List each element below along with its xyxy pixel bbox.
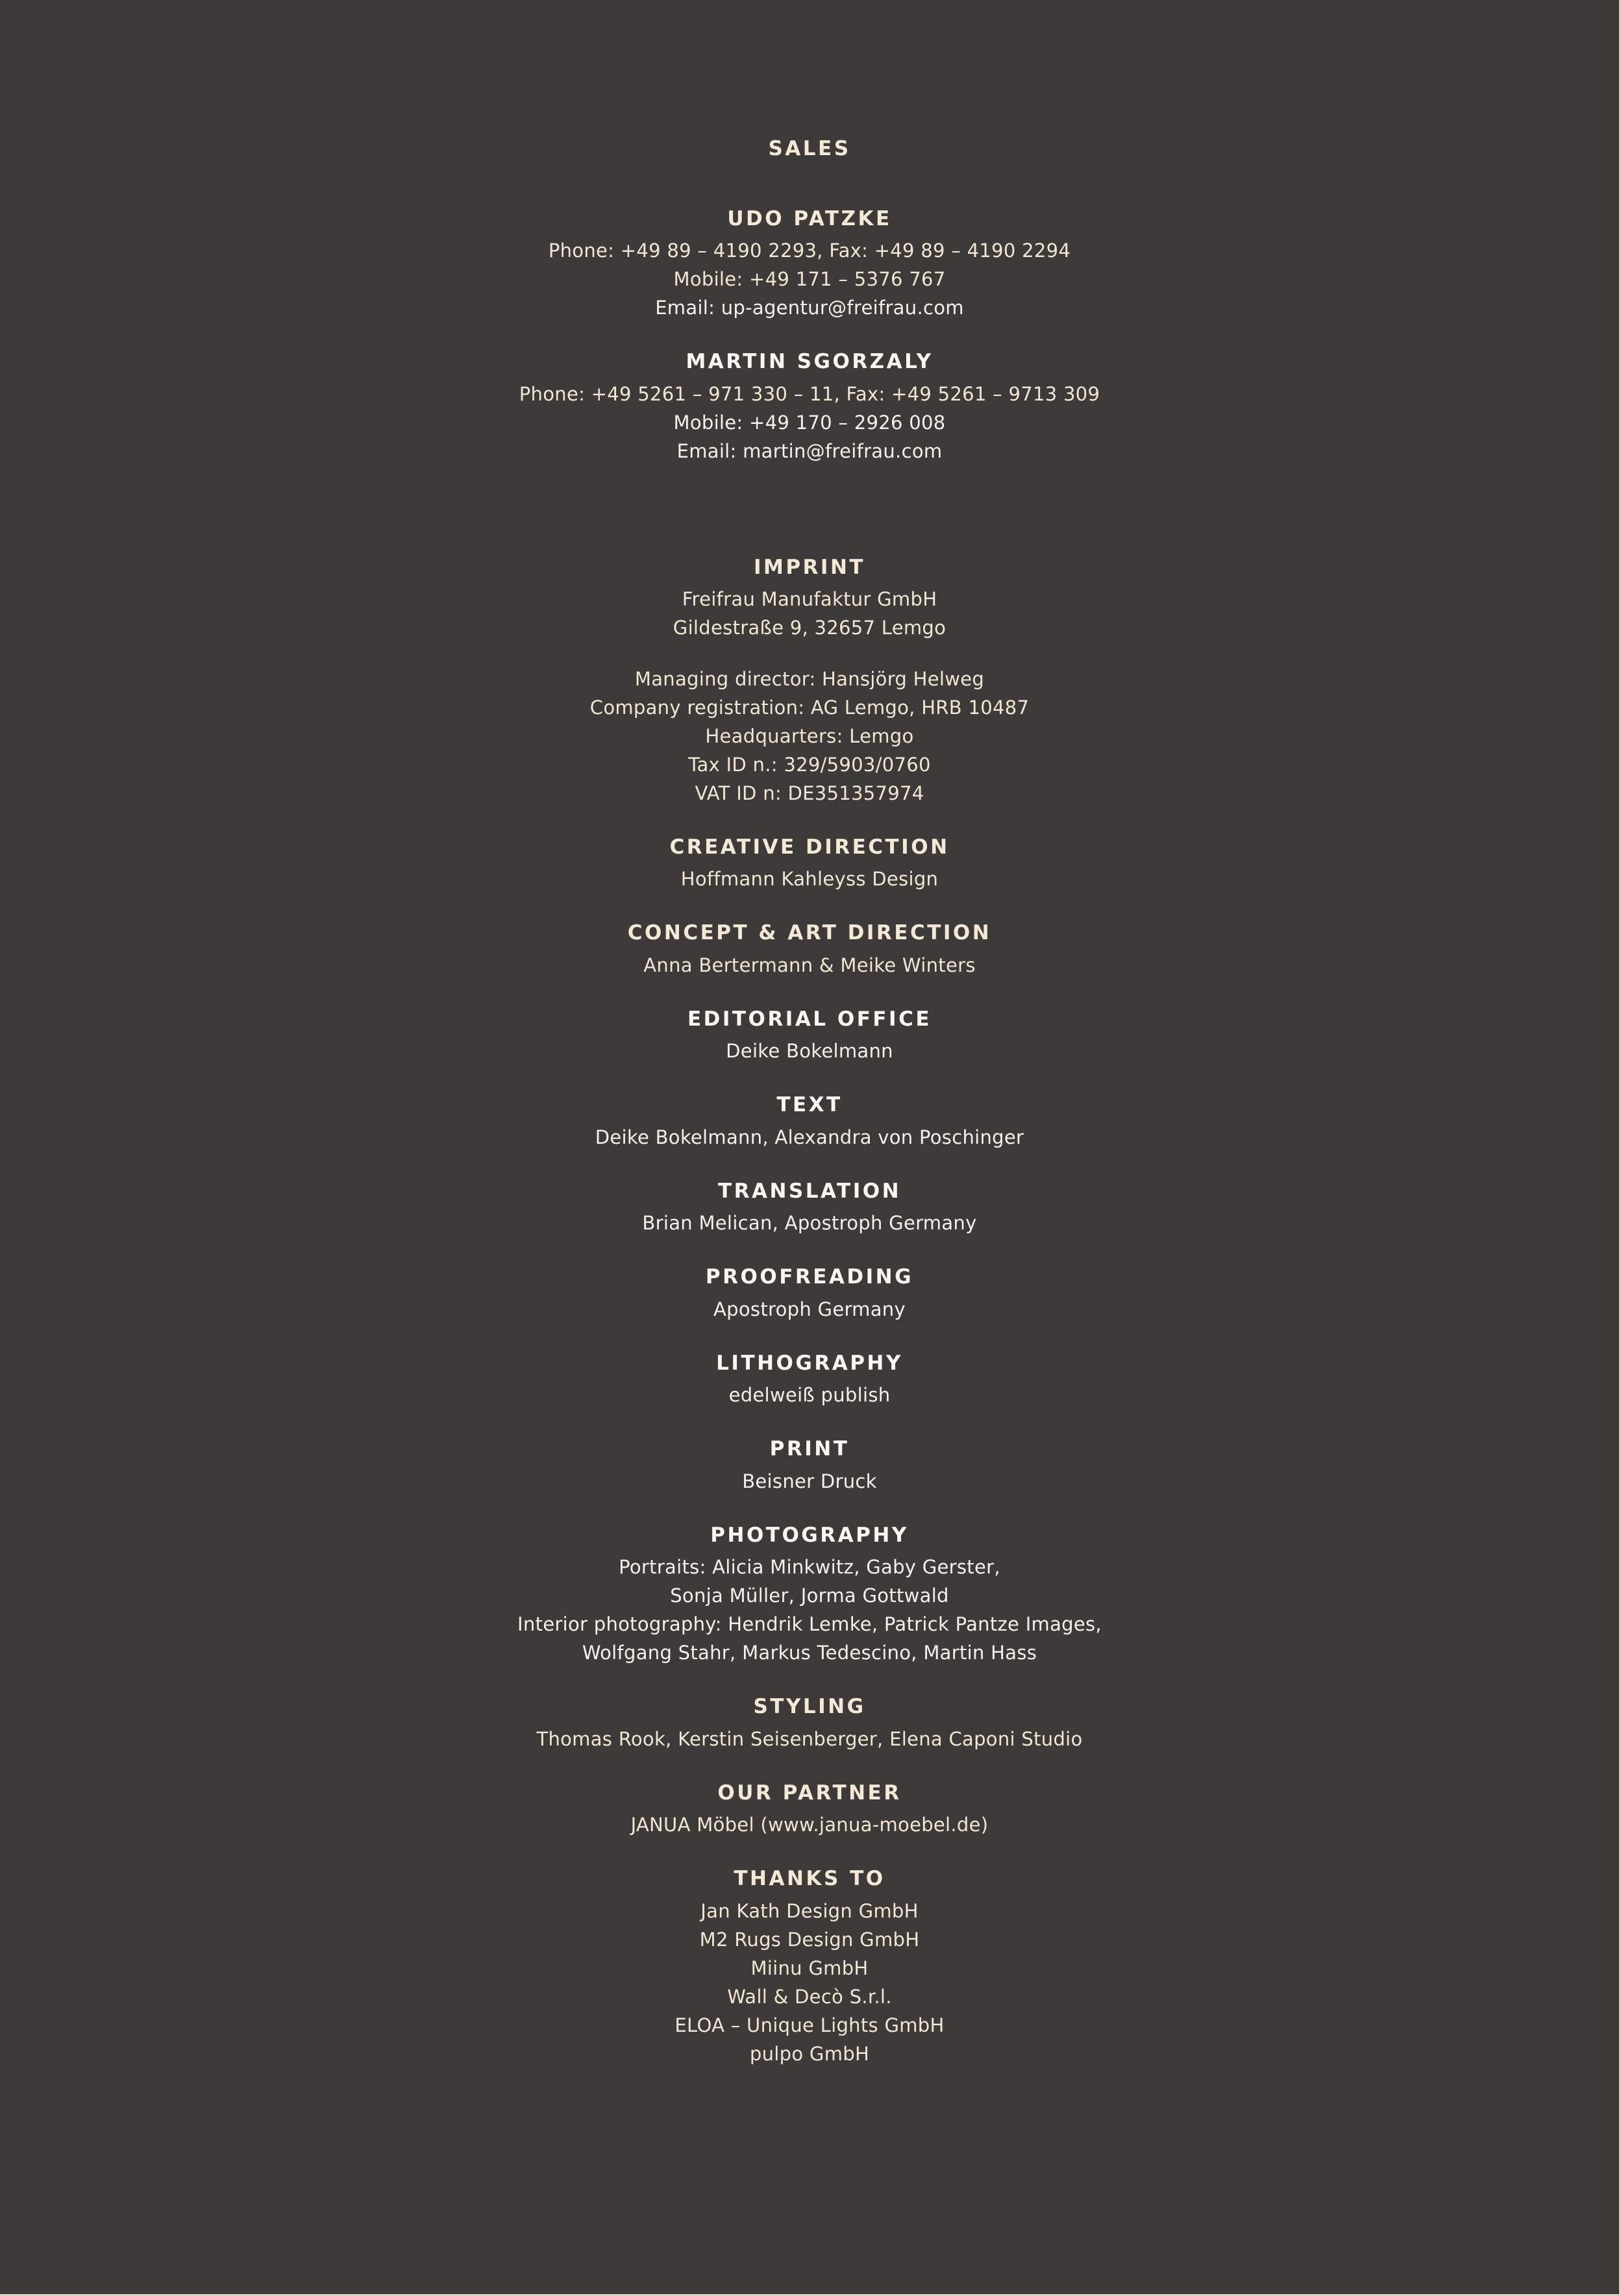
imprint-vat-id: VAT ID n: DE351357974 xyxy=(695,782,924,804)
thanks-line: Jan Kath Design GmbH xyxy=(700,1900,919,1922)
creative-direction-text: Hoffmann Kahleyss Design xyxy=(680,868,939,890)
sales-heading: SALES xyxy=(768,137,851,160)
proofreading-text: Apostroph Germany xyxy=(713,1298,906,1320)
text-heading: TEXT xyxy=(776,1093,843,1117)
photography-heading: PHOTOGRAPHY xyxy=(710,1524,909,1547)
text-credit: Deike Bokelmann, Alexandra von Poschinger xyxy=(595,1126,1024,1148)
partner-heading: OUR PARTNER xyxy=(717,1781,902,1805)
proofreading-heading: PROOFREADING xyxy=(705,1265,914,1289)
contact-name: UDO PATZKE xyxy=(727,207,892,230)
imprint-headquarters: Headquarters: Lemgo xyxy=(705,725,914,747)
imprint-managing-director: Managing director: Hansjörg Helweg xyxy=(634,668,985,690)
contact-name: MARTIN SGORZALY xyxy=(686,350,934,373)
translation-heading: TRANSLATION xyxy=(717,1179,902,1203)
print-heading: PRINT xyxy=(769,1437,850,1461)
editorial-text: Deike Bokelmann xyxy=(726,1040,893,1062)
imprint-address: Gildestraße 9, 32657 Lemgo xyxy=(673,617,947,639)
thanks-line: pulpo GmbH xyxy=(749,2043,870,2065)
imprint-heading: IMPRINT xyxy=(753,556,866,579)
imprint-tax-id: Tax ID n.: 329/5903/0760 xyxy=(688,754,931,776)
photography-line: Interior photography: Hendrik Lemke, Patrick Pantze Images, xyxy=(517,1613,1102,1635)
styling-text: Thomas Rook, Kerstin Seisenberger, Elena Caponi Studio xyxy=(536,1728,1083,1750)
thanks-heading: THANKS TO xyxy=(734,1867,885,1890)
photography-line: Portraits: Alicia Minkwitz, Gaby Gerster, xyxy=(619,1556,1000,1578)
contact-mobile: Mobile: +49 171 – 5376 767 xyxy=(673,268,946,290)
contact-phone: Phone: +49 89 – 4190 2293, Fax: +49 89 – 4190 2294 xyxy=(548,240,1071,262)
editorial-heading: EDITORIAL OFFICE xyxy=(687,1007,932,1031)
styling-heading: STYLING xyxy=(753,1695,866,1718)
creative-direction-heading: CREATIVE DIRECTION xyxy=(669,835,950,859)
print-text: Beisner Druck xyxy=(742,1470,877,1492)
contact-email: Email: martin@freifrau.com xyxy=(676,440,943,462)
thanks-line: ELOA – Unique Lights GmbH xyxy=(674,2014,945,2036)
thanks-line: Wall & Decò S.r.l. xyxy=(727,1986,892,2008)
photography-line: Wolfgang Stahr, Markus Tedescino, Martin Hass xyxy=(582,1642,1037,1664)
partner-text: JANUA Möbel (www.janua-moebel.de) xyxy=(630,1814,989,1836)
photography-line: Sonja Müller, Jorma Gottwald xyxy=(670,1585,949,1607)
contact-phone: Phone: +49 5261 – 971 330 – 11, Fax: +49 5261 – 9713 309 xyxy=(519,383,1100,405)
lithography-text: edelweiß publish xyxy=(728,1384,891,1406)
thanks-line: Miinu GmbH xyxy=(750,1957,869,1979)
thanks-line: M2 Rugs Design GmbH xyxy=(699,1929,920,1951)
imprint-company: Freifrau Manufaktur GmbH xyxy=(682,588,937,610)
concept-text: Anna Bertermann & Meike Winters xyxy=(643,954,976,976)
contact-email: Email: up-agentur@freifrau.com xyxy=(655,297,964,319)
contact-mobile: Mobile: +49 170 – 2926 008 xyxy=(673,412,946,434)
concept-heading: CONCEPT & ART DIRECTION xyxy=(627,921,992,944)
lithography-heading: LITHOGRAPHY xyxy=(716,1352,903,1375)
translation-text: Brian Melican, Apostroph Germany xyxy=(642,1212,977,1234)
imprint-registration: Company registration: AG Lemgo, HRB 10487 xyxy=(589,697,1030,719)
